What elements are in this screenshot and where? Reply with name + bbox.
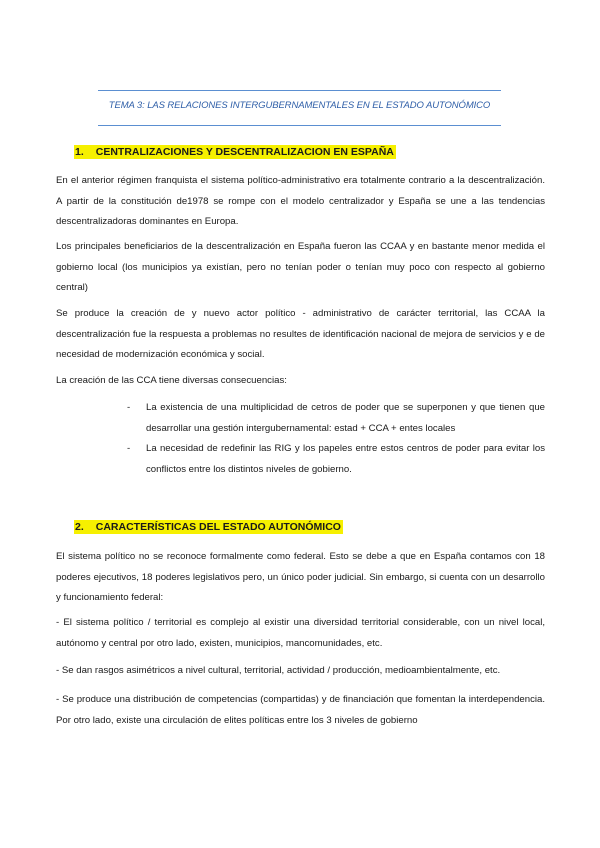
section-2-heading <box>74 521 343 533</box>
list-item-text: La necesidad de redefinir las RIG y los papeles entre estos centros de poder para evitar los conflictos entre los distintos niveles de gobierno. <box>146 443 545 475</box>
section-1-paragraph-4: La creación de las CCA tiene diversas consecuencias: <box>56 375 287 386</box>
section-2-number: 2. <box>75 521 84 533</box>
section-2-paragraph-2: - El sistema político / territorial es complejo al existir una diversidad territorial considerable, con un nivel local, autónomo y central por otro lado, existen, municipios, mancomunidades, etc. <box>56 617 545 649</box>
list-item <box>127 398 545 439</box>
section-1-heading <box>74 146 396 158</box>
section-1-paragraph-3: Se produce la creación de y nuevo actor político - administrativo de carácter territorial, las CCAA la descentralización fue la respuesta a problemas no resultes de identificación nacional de mejora de servicios y e de necesidad de modernización económica y social. <box>56 308 545 360</box>
list-item-text: La existencia de una multiplicidad de cetros de poder que se superponen y que tienen que desarrollar una gestión intergubernamental: estad + CCA + entes locales <box>146 402 545 434</box>
bullet-dash: - <box>127 443 131 454</box>
consequences-list <box>127 398 545 480</box>
title-bottom-rule <box>98 125 501 126</box>
section-2-title: CARACTERÍSTICAS DEL ESTADO AUTONÓMICO <box>95 521 341 533</box>
section-1-paragraph-1: En el anterior régimen franquista el sistema político-administrativo era totalmente contrario a la descentralización. A partir de la constitución de1978 se rompe con el modelo centralizador y España se une a las tendencias descentralizadoras dominantes en Europa. <box>56 175 545 227</box>
section-1-title: CENTRALIZACIONES Y DESCENTRALIZACION EN ESPAÑA <box>95 146 394 158</box>
document-title: TEMA 3: LAS RELACIONES INTERGUBERNAMENTALES EN EL ESTADO AUTONÓMICO <box>108 100 491 111</box>
section-1-number: 1. <box>75 146 84 158</box>
section-1-paragraph-2: Los principales beneficiarios de la descentralización en España fueron las CCAA y en bastante menor medida el gobierno local (los municipios ya existían, pero no tenían poder o tenían muy poco con respecto al gobierno central) <box>56 241 545 293</box>
section-2-paragraph-3: - Se dan rasgos asimétricos a nivel cultural, territorial, actividad / producción, medioambientalmente, etc. <box>56 665 501 676</box>
list-item <box>127 439 545 480</box>
title-top-rule <box>98 90 501 91</box>
bullet-dash: - <box>127 402 131 413</box>
section-2-paragraph-4: - Se produce una distribución de competencias (compartidas) y de financiación que fomentan la interdependencia. Por otro lado, existe una circulación de elites políticas entre los 3 niveles de gobierno <box>56 694 545 726</box>
section-2-paragraph-1: El sistema político no se reconoce formalmente como federal. Esto se debe a que en España contamos con 18 poderes ejecutivos, 18 poderes legislativos pero, un único poder judicial. Sin embargo, si cuenta con un desarrollo y funcionamiento federal: <box>56 551 545 603</box>
